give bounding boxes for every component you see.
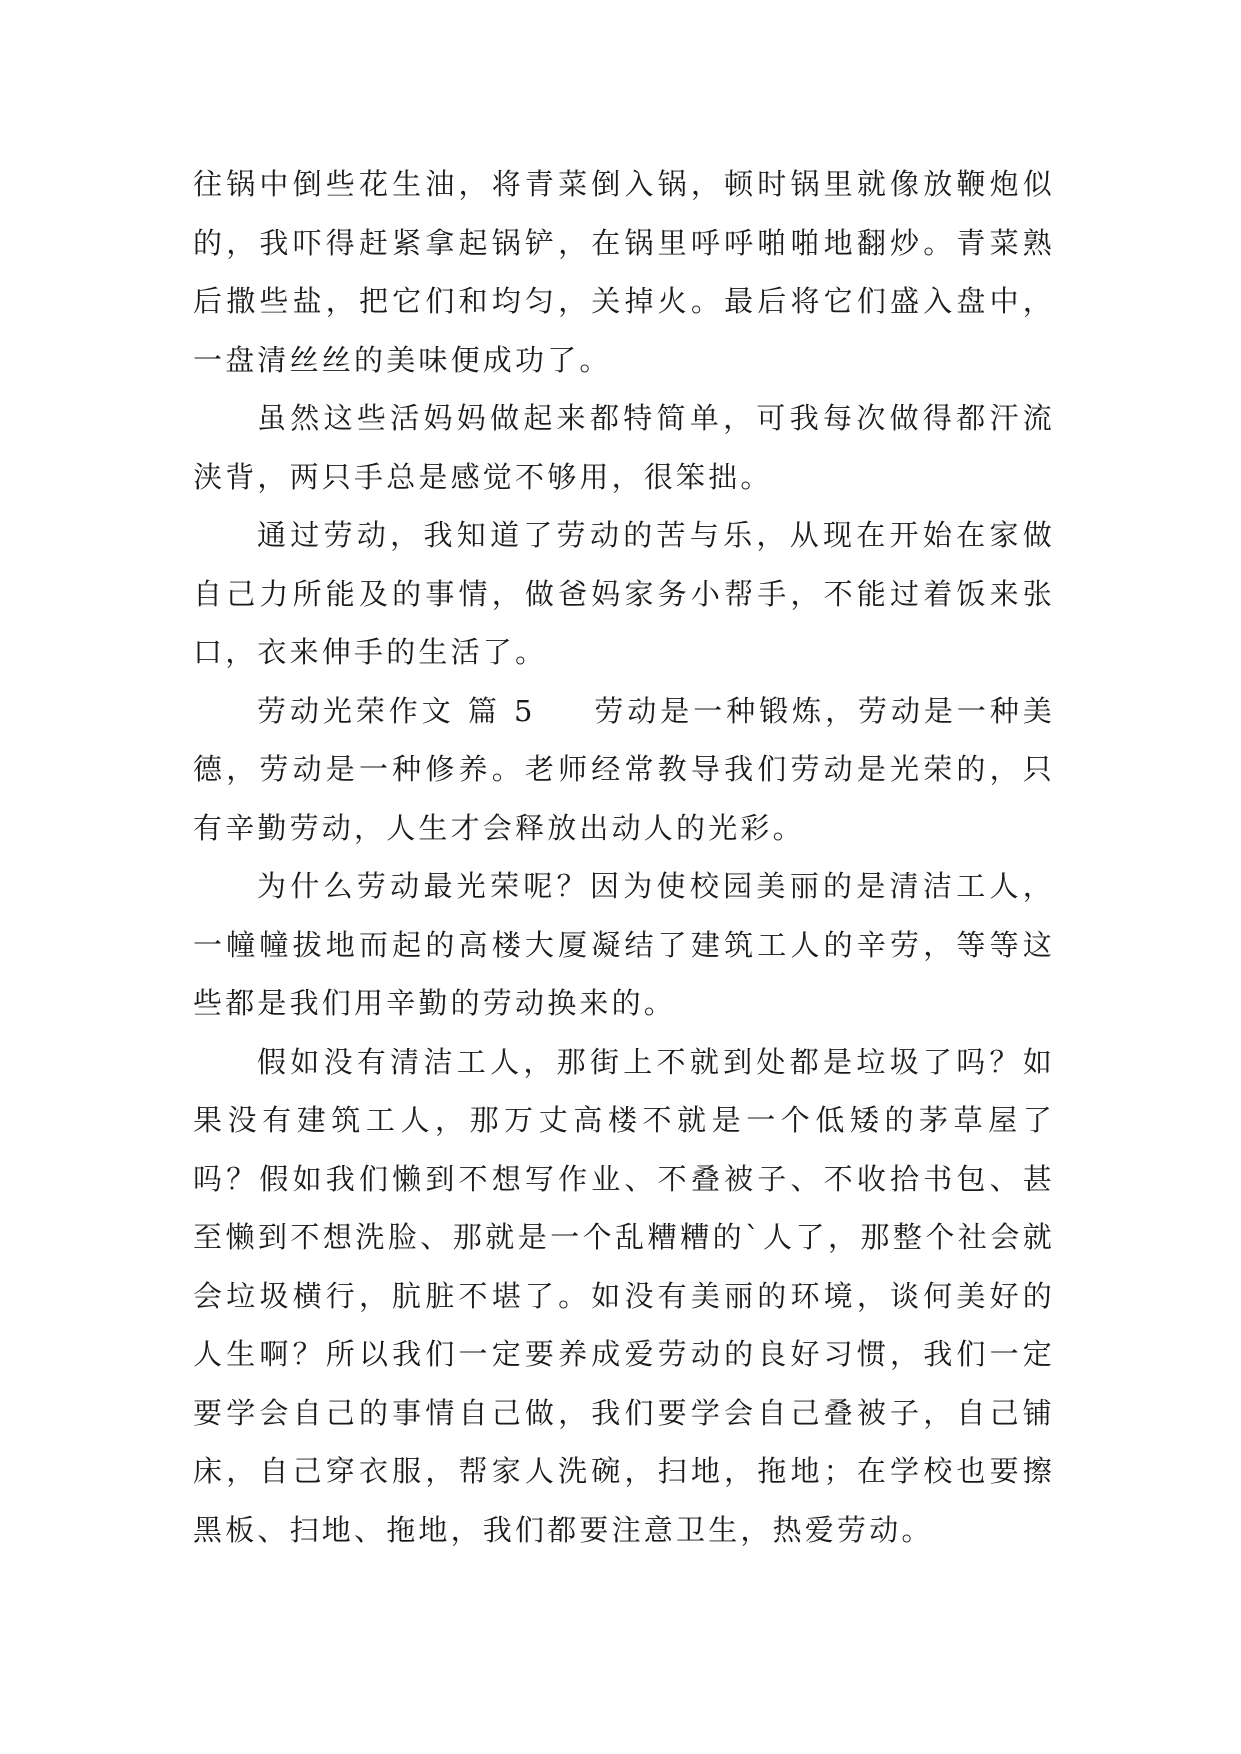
paragraph-2: 虽然这些活妈妈做起来都特简单，可我每次做得都汗流浃背，两只手总是感觉不够用，很笨拙。 xyxy=(193,401,1055,494)
document-body xyxy=(193,155,1055,1559)
paragraph-5: 假如没有清洁工人，那街上不就到处都是垃圾了吗？如果没有建筑工人，那万丈高楼不就是一个低矮的茅草屋了吗？假如我们懒到不想写作业、不叠被子、不收拾书包、甚至懒到不想洗脸、那就是一个乱糟糟的`人了，那整个社会就会垃圾横行，肮脏不堪了。如没有美丽的环境，谈何美好的人生啊？所以我们一定要养成爱劳动的良好习惯，我们一定要学会自己的事情自己做，我们要学会自己叠被子，自己铺床，自己穿衣服，帮家人洗碗，扫地，拖地；在学校也要擦黑板、扫地、拖地，我们都要注意卫生，热爱劳动。 xyxy=(193,1044,1055,1547)
paragraph-1: 往锅中倒些花生油，将青菜倒入锅，顿时锅里就像放鞭炮似的，我吓得赶紧拿起锅铲，在锅里呼呼啪啪地翻炒。青菜熟后撒些盐，把它们和均匀，关掉火。最后将它们盛入盘中，一盘清丝丝的美味便成功了。 xyxy=(193,167,1055,377)
paragraph-4: 为什么劳动最光荣呢？因为使校园美丽的是清洁工人，一幢幢拔地而起的高楼大厦凝结了建筑工人的辛劳，等等这些都是我们用辛勤的劳动换来的。 xyxy=(193,869,1055,1020)
section-title: 劳动光荣作文 篇 5 xyxy=(257,693,536,728)
section-paragraph xyxy=(193,682,1055,858)
section-intro-text: 劳动是一种锻炼，劳动是一种美德，劳动是一种修养。老师经常教导我们劳动是光荣的，只有辛勤劳动，人生才会释放出动人的光彩。 xyxy=(193,693,1055,845)
paragraph-3: 通过劳动，我知道了劳动的苦与乐，从现在开始在家做自己力所能及的事情，做爸妈家务小帮手，不能过着饭来张口，衣来伸手的生活了。 xyxy=(193,518,1055,669)
